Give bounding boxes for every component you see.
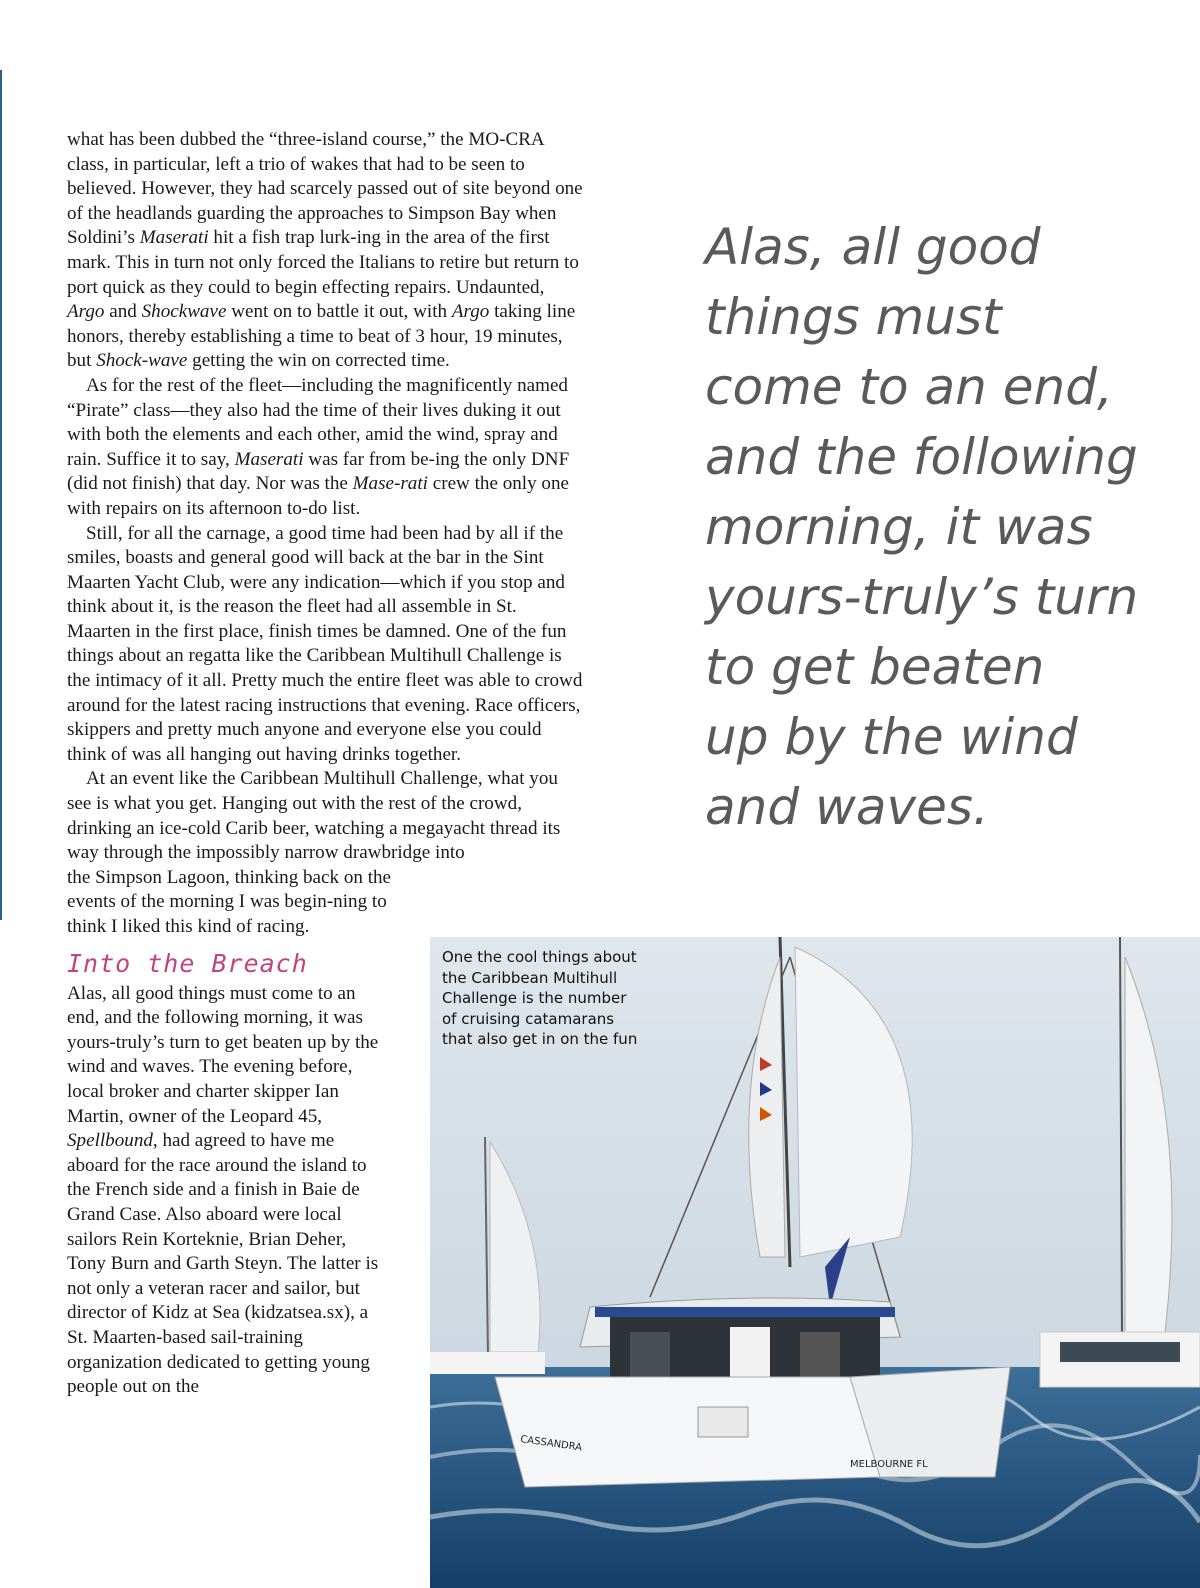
photo-caption: One the cool things about the Caribbean Multihull Challenge is the number of cruising catamarans that also get in on the fun	[442, 948, 638, 1048]
text-run: the Simpson Lagoon, thinking back on the events of the morning I was begin-ning to think I liked this kind of racing.	[67, 866, 392, 937]
text-run: Alas, all good things must come to an end, and the following morning, it was yours-truly’s turn to get beaten up by the wind and waves. The evening before, local broker and charter skipper Ian Martin, owner of the Leopard 45,	[67, 982, 379, 1127]
text-run: what has been dubbed the “three-island course,” the MO-CRA class, in particular, left a trio of wakes that had to be seen to believed. However, they had scarcely passed out of site beyond one of the headlands guarding the approaches to Simpson Bay when Soldini’s	[67, 129, 583, 249]
italic-text-run: Maserati	[234, 448, 304, 470]
text-run: and	[104, 301, 142, 323]
italic-text-run: Argo	[67, 301, 105, 323]
pull-quote-line: yours-truly’s turn	[705, 568, 1139, 626]
pull-quote-line: and waves.	[705, 778, 989, 836]
pull-quote-line: morning, it was	[705, 498, 1093, 556]
hull-port-label: MELBOURNE FL	[850, 1459, 928, 1470]
body-paragraph	[67, 128, 585, 374]
catamaran-photo	[430, 937, 1200, 1588]
italic-text-run: Shock-wave	[96, 350, 188, 372]
pull-quote-line: and the following	[705, 428, 1138, 486]
text-run: As for the rest of the fleet—including the magnificently named “Pirate” class—they also had the time of their lives duking it out with both the elements and each other, amid the wind, spray and rain. Suffice it to say,	[67, 374, 568, 470]
text-run: taking line honors, thereby establishing a time to beat of 3 hour, 19 minutes, but	[67, 301, 576, 372]
pull-quote	[705, 212, 1165, 842]
body-paragraph	[67, 522, 585, 768]
text-run: crew the only one with repairs on its afternoon to-do list.	[67, 473, 569, 519]
text-run: , had agreed to have me aboard for the race around the island to the French side and a finish in Baie de Grand Case. Also aboard were local sailors Rein Korteknie, Brian Deher, Tony Burn and Garth Steyn. The latter is not only a veteran racer and sailor, but director of Kidz at Sea (kidzatsea.sx), a St. Maarten-based sail-training organization dedicated to getting young people out on the	[67, 1130, 379, 1398]
italic-text-run: Spellbound	[67, 1130, 153, 1152]
text-run: was far from be-ing the only DNF (did not finish) that day. Nor was the	[67, 448, 570, 495]
pull-quote-line: things must	[705, 288, 1002, 346]
pull-quote-line: up by the wind	[705, 708, 1078, 766]
body-paragraph	[67, 866, 399, 940]
pull-quote-line: to get beaten	[705, 638, 1045, 696]
body-paragraph	[67, 374, 585, 522]
text-run: hit a fish trap lurk-ing in the area of the first mark. This in turn not only forced the Italians to retire but return to port quick as they could to begin effecting repairs. Undaunted,	[67, 227, 579, 298]
section-subhead: Into the Breach	[67, 948, 308, 978]
body-paragraph	[67, 767, 585, 865]
body-paragraph	[67, 982, 389, 1400]
text-run: went on to battle it out, with	[226, 301, 452, 323]
italic-text-run: Maserati	[139, 227, 209, 249]
text-run: At an event like the Caribbean Multihull Challenge, what you see is what you get. Hanging out with the rest of the crowd, drinking an ice-cold Carib beer, watching a megayacht thread its way through the impossibly narrow drawbridge into	[67, 768, 561, 864]
italic-text-run: Argo	[451, 301, 490, 323]
italic-text-run: Shockwave	[141, 301, 227, 323]
page-edge-bar	[0, 70, 2, 920]
text-run: Still, for all the carnage, a good time had been had by all if the smiles, boasts and general good will back at the bar in the Sint Maarten Yacht Club, were any indication—which if you stop and think about it, is the reason the fleet had all assemble in St. Maarten in the first place, finish times be damned. One of the fun things about an regatta like the Caribbean Multihull Challenge is the intimacy of it all. Pretty much the entire fleet was able to crowd around for the latest racing instructions that evening. Race officers, skippers and pretty much anyone and everyone else you could think of was all hanging out having drinks together.	[67, 522, 583, 765]
pull-quote-line: Alas, all good	[705, 218, 1041, 276]
hull-name-label: CASSANDRA	[519, 1434, 583, 1454]
italic-text-run: Mase-rati	[352, 473, 428, 495]
pull-quote-line: come to an end,	[705, 358, 1113, 416]
text-run: getting the win on corrected time.	[187, 350, 450, 372]
